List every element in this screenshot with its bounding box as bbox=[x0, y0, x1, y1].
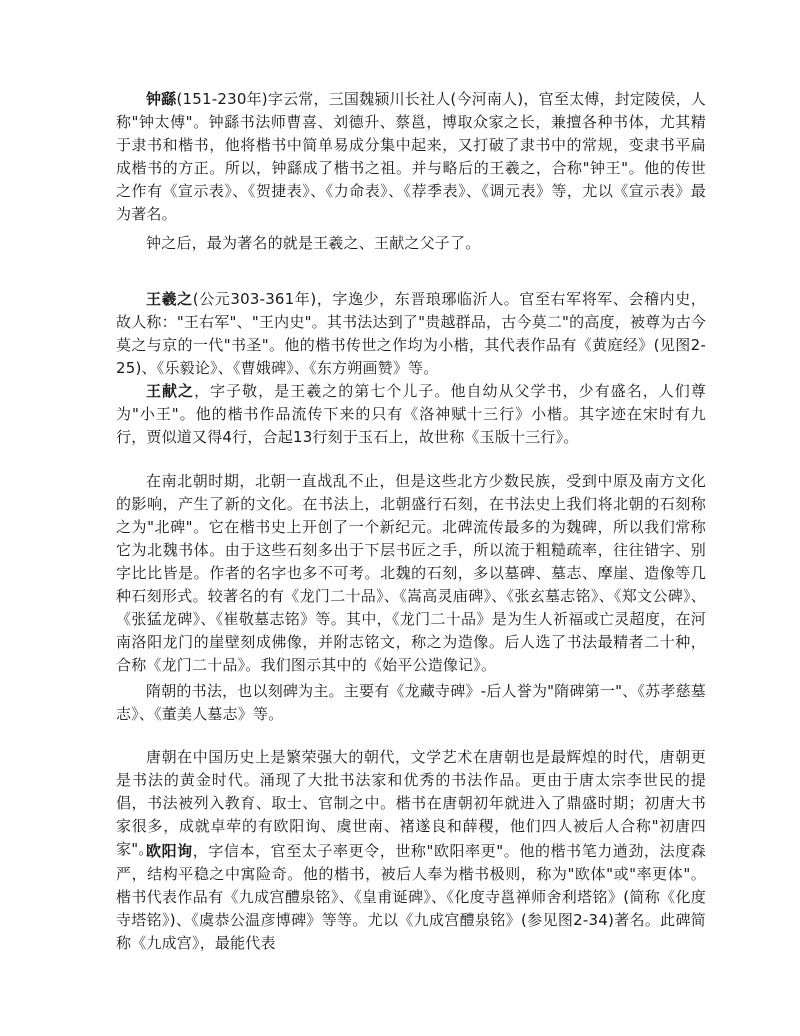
paragraph-lead-name: 王羲之 bbox=[146, 290, 193, 308]
paragraph-zhong-after bbox=[116, 232, 706, 255]
paragraph-lead-name: 欧阳询 bbox=[146, 842, 193, 860]
paragraph-text: 唐朝在中国历史上是繁荣强大的朝代，文学艺术在唐朝也是最辉煌的时代，唐朝更是书法的黄金时代。涌现了大批书法家和优秀的书法作品。更由于唐太宗李世民的提倡，书法被列入教育、取士、官制之中。楷书在唐朝初年就进入了鼎盛时期；初唐大书家很多，成就卓荦的有欧阳询、虞世南、褚遂良和薛稷，他们四人被后人合称"初唐四家"。 bbox=[116, 748, 706, 858]
paragraph-text: (公元303-361年)，字逸少，东晋琅琊临沂人。官至右军将军、会稽内史，故人称："王右军"、"王内史"。其书法达到了"贵越群品，古今莫二"的高度，被尊为古今莫之与京的一代"书圣"。他的楷书传世之作均为小楷，其代表作品有《黄庭经》(见图2-25)、《乐毅论》、《曹娥碑》、《东方朔画赞》等。 bbox=[116, 290, 706, 377]
paragraph-wang-xizhi bbox=[116, 288, 706, 380]
paragraph-wang-xianzhi bbox=[116, 380, 706, 449]
paragraph-northern-southern bbox=[116, 470, 706, 677]
paragraph-text: 钟之后，最为著名的就是王羲之、王献之父子了。 bbox=[146, 234, 481, 252]
paragraph-zhong-yao bbox=[116, 88, 706, 226]
paragraph-text: (151-230年)字云常，三国魏颍川长社人(今河南人)，官至太傅，封定陵侯，人称"钟太傅"。钟繇书法师曹喜、刘德升、蔡邕，博取众家之长，兼擅各种书体，尤其精于隶书和楷书，他将楷书中简单易成分集中起来，又打破了隶书中的常规，变隶书平扁成楷书的方正。所以，钟繇成了楷书之祖。并与略后的王羲之，合称"钟王"。他的传世之作有《宣示表》、《贺捷表》、《力命表》、《荐季表》、《调元表》等，尤以《宣示表》最为著名。 bbox=[116, 90, 706, 223]
paragraph-text: ，字子敬，是王羲之的第七个儿子。他自幼从父学书，少有盛名，人们尊为"小王"。他的楷书作品流传下来的只有《洛神赋十三行》小楷。其字迹在宋时有九行，贾似道又得4行，合起13行刻于玉石上，故世称《玉版十三行》。 bbox=[116, 382, 706, 446]
paragraph-lead-name: 钟繇 bbox=[146, 90, 177, 108]
paragraph-text: 在南北朝时期，北朝一直战乱不止，但是这些北方少数民族，受到中原及南方文化的影响，产生了新的文化。在书法上，北朝盛行石刻，在书法史上我们将北朝的石刻称之为"北碑"。它在楷书史上开创了一个新纪元。北碑流传最多的为魏碑，所以我们常称它为北魏书体。由于这些石刻多出于下层书匠之手，所以流于粗糙疏率，往往错字、别字比比皆是。作者的名字也多不可考。北魏的石刻，多以墓碑、墓志、摩崖、造像等几种石刻形式。较著名的有《龙门二十品》、《嵩高灵庙碑》、《张玄墓志铭》、《郑文公碑》、《张猛龙碑》、《崔敬墓志铭》等。其中，《龙门二十品》是为生人祈福或亡灵超度，在河南洛阳龙门的崖壁刻成佛像，并附志铭文，称之为造像。后人选了书法最精者二十种，合称《龙门二十品》。我们图示其中的《始平公造像记》。 bbox=[116, 472, 706, 674]
paragraph-text: ，字信本，官至太子率更令，世称"欧阳率更"。他的楷书笔力遒劲，法度森严，结构平稳之中寓险奇。他的楷书，被后人奉为楷书极则，称为"欧体"或"率更体"。楷书代表作品有《九成宫醴泉铭》、《皇甫诞碑》、《化度寺邕禅师舍利塔铭》(简称《化度寺塔铭》)、《虞恭公温彦博碑》等等。尤以《九成宫醴泉铭》(参见图2-34)著名。此碑简称《九成宫》，最能代表 bbox=[116, 842, 706, 952]
paragraph-lead-name: 王献之 bbox=[146, 382, 195, 400]
paragraph-sui bbox=[116, 680, 706, 726]
paragraph-text: 隋朝的书法，也以刻碑为主。主要有《龙藏寺碑》-后人誉为"隋碑第一"、《苏孝慈墓志》、《董美人墓志》等。 bbox=[116, 682, 706, 723]
paragraph-ouyang-xun bbox=[116, 840, 706, 955]
